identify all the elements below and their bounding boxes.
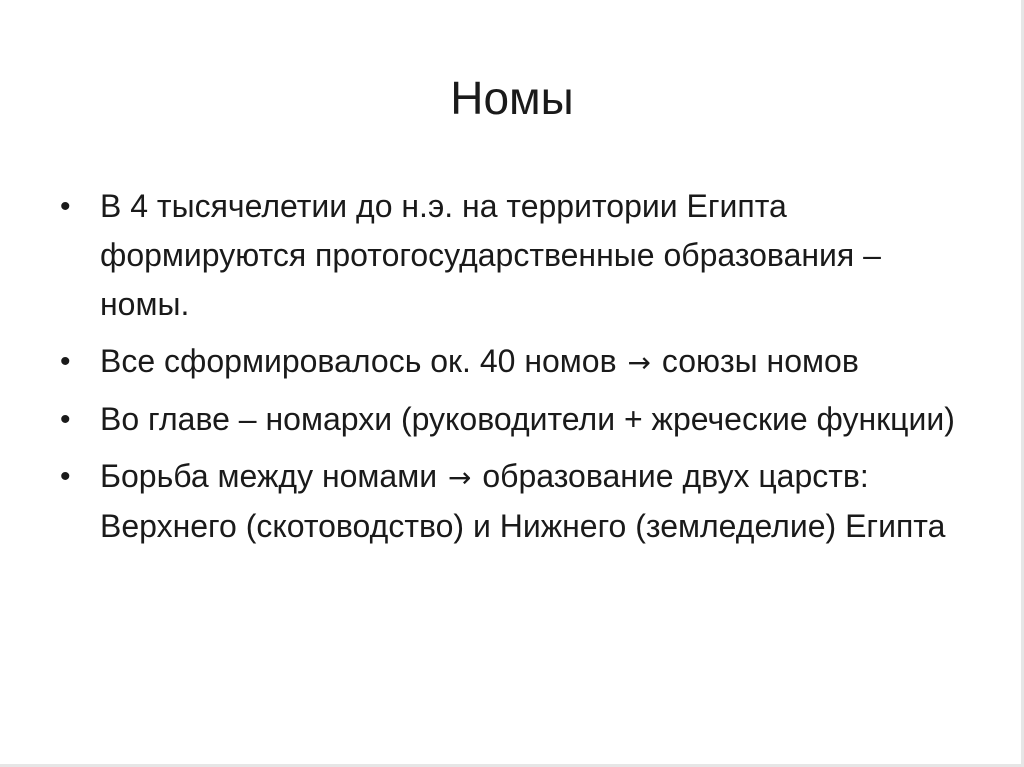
- bullet-icon: •: [60, 460, 71, 493]
- bullet-text-part: образование двух царств: Верхнего (скотоводство) и Нижнего (земледелие) Египта: [100, 458, 946, 544]
- bullet-list: [60, 182, 960, 559]
- bullet-item: [60, 337, 960, 387]
- bullet-text: В 4 тысячелетии до н.э. на территории Египта формируются протогосударственные образования – номы.: [100, 188, 881, 322]
- bullet-item: [60, 395, 960, 444]
- bullet-text-part: Все сформировалось ок. 40 номов: [100, 343, 626, 379]
- bullet-item: [60, 182, 960, 329]
- bullet-icon: •: [60, 403, 71, 436]
- arrow-right-icon: →: [627, 346, 651, 379]
- bullet-item: [60, 452, 960, 551]
- bullet-text: [100, 452, 960, 551]
- slide-title: Номы: [450, 72, 574, 124]
- bullet-text-part: Борьба между номами: [100, 458, 446, 494]
- arrow-right-icon: →: [447, 461, 472, 494]
- bullet-text-part: союзы номов: [652, 343, 859, 379]
- bullet-text: Во главе – номархи (руководители + жреческие функции): [100, 401, 955, 437]
- bullet-icon: •: [60, 345, 71, 378]
- bullet-icon: •: [60, 190, 71, 223]
- bullet-text: [100, 337, 960, 387]
